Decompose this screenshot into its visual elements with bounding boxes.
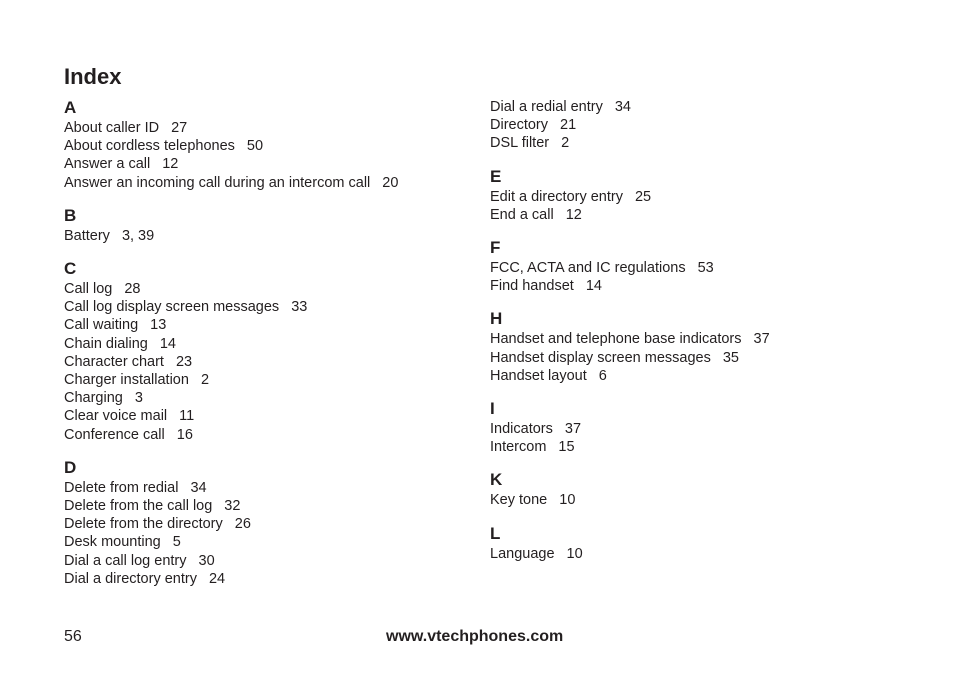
entry-term: Directory [490, 117, 549, 134]
entry-page: 15 [558, 439, 575, 456]
entry-page: 12 [162, 156, 179, 173]
entry-page: 53 [697, 260, 714, 277]
section-letter: H [490, 309, 503, 329]
index-section [490, 309, 910, 385]
index-entry [490, 134, 910, 152]
entry-page: 2 [561, 135, 570, 152]
index-entry [490, 259, 910, 277]
entry-page: 13 [150, 317, 167, 334]
index-entry [490, 545, 910, 563]
entry-page: 35 [722, 349, 739, 366]
entry-term: Find handset [490, 278, 574, 295]
index-column-right [490, 98, 910, 577]
entry-page: 50 [246, 138, 264, 155]
entry-page: 10 [559, 492, 576, 509]
page-title: Index [64, 64, 122, 89]
entry-term: Indicators [490, 421, 553, 438]
entry-term: Dial a directory entry [64, 570, 197, 587]
entry-page: 37 [753, 331, 770, 348]
index-entry [490, 420, 910, 438]
entry-term: Edit a directory entry [490, 188, 623, 205]
entry-page: 5 [172, 534, 181, 551]
entry-term: Answer a call [64, 156, 151, 173]
entry-term: Delete from the call log [64, 498, 213, 515]
section-letter: C [64, 259, 77, 279]
entry-term: About cordless telephones [64, 138, 235, 155]
index-section [490, 167, 910, 224]
index-entry [490, 349, 910, 367]
index-section [64, 259, 484, 444]
index-entry [490, 206, 910, 224]
section-letter: I [490, 399, 495, 419]
index-entry [64, 137, 484, 155]
index-entry [64, 426, 484, 444]
index-entry [64, 298, 484, 316]
entry-term: Dial a call log entry [64, 552, 187, 569]
page-number: 56 [64, 628, 82, 645]
entry-page: 28 [124, 281, 141, 298]
entry-page: 12 [565, 206, 582, 223]
entry-term: Charger installation [64, 372, 189, 389]
entry-term: Delete from the directory [64, 516, 223, 533]
section-letter: K [490, 470, 503, 490]
index-entry [64, 335, 484, 353]
index-entry [64, 371, 484, 389]
entry-term: Handset and telephone base indicators [490, 331, 742, 348]
index-entry [490, 116, 910, 134]
entry-page: 34 [190, 479, 207, 496]
index-entry [64, 155, 484, 173]
entry-term: Call log [64, 281, 113, 298]
index-section [490, 524, 910, 563]
entry-page: 3 [134, 390, 143, 407]
section-letter: B [64, 205, 77, 225]
entry-page: 6 [598, 367, 607, 384]
index-section [490, 399, 910, 456]
entry-term: Chain dialing [64, 335, 148, 352]
entry-term: Character chart [64, 353, 164, 370]
entry-term: FCC, ACTA and IC regulations [490, 260, 686, 277]
entry-page: 27 [171, 120, 188, 136]
entry-page: 34 [614, 99, 631, 115]
entry-page: 32 [224, 498, 241, 515]
index-entry [64, 227, 484, 245]
website-url: www.vtechphones.com [386, 628, 564, 645]
section-letter: F [490, 238, 501, 258]
entry-term: Conference call [64, 426, 165, 443]
index-entry [64, 353, 484, 371]
index-entry [490, 98, 910, 116]
entry-term: Charging [64, 390, 123, 407]
index-entry [490, 188, 910, 206]
entry-page: 30 [198, 552, 215, 569]
entry-term: Handset layout [490, 367, 587, 384]
index-section [490, 238, 910, 295]
entry-page: 26 [234, 516, 251, 533]
entry-term: Call log display screen messages [64, 299, 280, 316]
index-entry [64, 316, 484, 334]
section-letter: D [64, 457, 77, 477]
section-letter: L [490, 523, 501, 543]
index-entry [490, 277, 910, 295]
entry-page: 24 [208, 570, 226, 587]
index-entry [64, 119, 484, 137]
index-entry [64, 479, 484, 497]
index-entry [64, 174, 484, 192]
entry-page: 16 [176, 426, 193, 443]
entry-page: 37 [564, 421, 582, 438]
entry-page: 33 [291, 299, 308, 316]
index-entry [64, 570, 484, 588]
entry-page: 20 [382, 174, 399, 191]
entry-term: Intercom [490, 439, 547, 456]
index-entry [64, 497, 484, 515]
index-section [64, 206, 484, 245]
index-entry [64, 533, 484, 551]
index-entry [490, 491, 910, 509]
entry-page: 25 [634, 188, 652, 205]
index-entry [490, 438, 910, 456]
index-section [64, 98, 484, 192]
entry-term: DSL filter [490, 135, 550, 152]
index-entry [490, 367, 910, 385]
entry-term: Clear voice mail [64, 408, 168, 425]
index-entry [64, 280, 484, 298]
entry-term: Handset display screen messages [490, 349, 711, 366]
section-letter: E [490, 166, 502, 186]
index-entry [64, 552, 484, 570]
index-entry [64, 407, 484, 425]
index-section [490, 98, 910, 153]
entry-page: 21 [560, 117, 577, 134]
entry-term: Battery [64, 227, 110, 244]
entry-term: Language [490, 545, 555, 562]
entry-term: Call waiting [64, 317, 139, 334]
entry-page: 2 [200, 372, 210, 389]
index-entry [64, 389, 484, 407]
entry-term: End a call [490, 206, 554, 223]
entry-term: Desk mounting [64, 534, 161, 551]
entry-page: 14 [585, 278, 602, 295]
entry-page: 11 [179, 408, 195, 425]
entry-term: Dial a redial entry [490, 99, 603, 115]
index-entry [64, 515, 484, 533]
index-column-left [64, 98, 484, 602]
entry-page: 23 [175, 353, 193, 370]
index-section [490, 470, 910, 509]
entry-term: Answer an incoming call during an intercom call [64, 174, 371, 191]
entry-page: 3, 39 [121, 227, 155, 244]
index-section [64, 458, 484, 588]
entry-page: 10 [566, 545, 583, 562]
entry-term: About caller ID [64, 120, 160, 136]
entry-page: 14 [159, 335, 176, 352]
entry-term: Key tone [490, 492, 548, 509]
entry-term: Delete from redial [64, 479, 179, 496]
index-entry [490, 330, 910, 348]
section-letter: A [64, 98, 77, 117]
